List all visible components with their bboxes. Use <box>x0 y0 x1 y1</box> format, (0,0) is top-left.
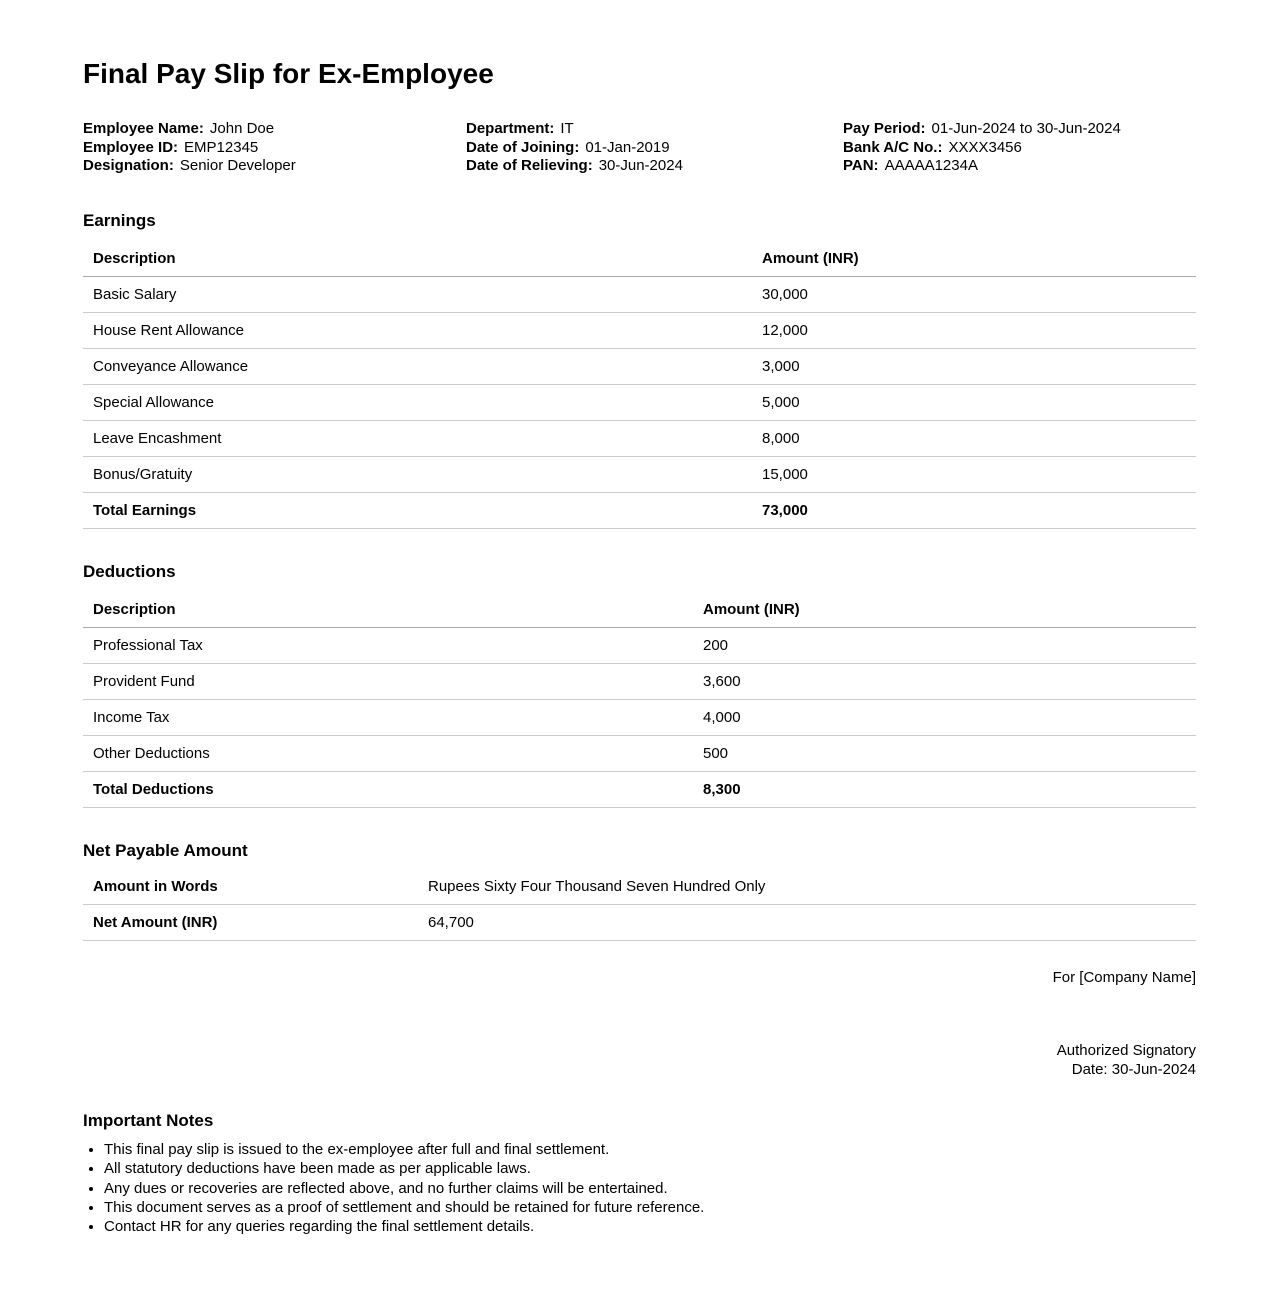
earnings-description-cell: Conveyance Allowance <box>93 358 249 376</box>
note-item: • Contact HR for any queries regarding the final settlement details. <box>104 1217 1196 1236</box>
earnings-row <box>83 457 1196 493</box>
net-payable-table <box>83 869 1196 941</box>
deductions-row <box>83 736 1196 772</box>
earnings-amount-cell: 30,000 <box>762 286 808 304</box>
note-item: • This document serves as a proof of settlement and should be retained for future reference. <box>104 1198 1196 1217</box>
earnings-amount-cell: 8,000 <box>762 430 800 448</box>
deductions-amount-cell: 3,600 <box>703 673 741 691</box>
note-item: • All statutory deductions have been made as per applicable laws. <box>104 1159 1196 1178</box>
earnings-row <box>83 385 1196 421</box>
notes-section <box>83 1111 1196 1236</box>
info-field-value: XXXX3456 <box>948 138 1022 156</box>
earnings-amount-cell: 3,000 <box>762 358 800 376</box>
earnings-heading: Earnings <box>83 211 156 231</box>
earnings-amount-cell: 12,000 <box>762 322 808 340</box>
net-payable-row <box>83 905 1196 941</box>
net-payable-value: Rupees Sixty Four Thousand Seven Hundred Only <box>428 878 766 896</box>
info-field-value: AAAAA1234A <box>884 157 978 175</box>
note-item: • Any dues or recoveries are reflected above, and no further claims will be entertained. <box>104 1179 1196 1198</box>
deductions-total-amount: 8,300 <box>703 781 741 799</box>
net-payable-label: Net Amount (INR) <box>93 914 218 932</box>
net-payable-heading: Net Payable Amount <box>83 841 248 861</box>
earnings-description-cell: Bonus/Gratuity <box>93 466 193 484</box>
earnings-amount-cell: 5,000 <box>762 394 800 412</box>
notes-list <box>83 1140 1196 1236</box>
page-title: Final Pay Slip for Ex-Employee <box>83 58 494 89</box>
info-field-value: John Doe <box>209 120 275 137</box>
info-field <box>83 120 466 139</box>
earnings-section <box>83 211 1196 529</box>
deductions-row <box>83 664 1196 700</box>
note-item: • This final pay slip is issued to the ex-employee after full and final settlement. <box>104 1140 1196 1159</box>
earnings-row <box>83 349 1196 385</box>
earnings-header-row <box>83 241 1196 277</box>
info-field-value: EMP12345 <box>184 138 259 156</box>
authorized-signatory-label: Authorized Signatory <box>1056 1042 1196 1060</box>
info-field-value: Senior Developer <box>179 157 296 175</box>
net-payable-section <box>83 841 1196 941</box>
earnings-total-row <box>83 493 1196 529</box>
info-field <box>83 139 466 158</box>
info-field-value: 01-Jun-2024 to 30-Jun-2024 <box>931 120 1121 137</box>
info-field-label: Date of Relieving: <box>466 157 593 175</box>
deductions-header-row <box>83 592 1196 628</box>
earnings-description-cell: House Rent Allowance <box>93 322 244 340</box>
earnings-amount-cell: 15,000 <box>762 466 808 484</box>
earnings-description-cell: Special Allowance <box>93 394 214 412</box>
employee-info-grid <box>83 120 1196 176</box>
net-payable-value: 64,700 <box>428 914 474 932</box>
earnings-table-body <box>83 277 1196 529</box>
info-field <box>466 120 843 139</box>
info-field <box>466 139 843 158</box>
earnings-row <box>83 313 1196 349</box>
deductions-heading: Deductions <box>83 562 176 582</box>
earnings-description-cell: Basic Salary <box>93 286 177 304</box>
deductions-row <box>83 700 1196 736</box>
info-field-label: Date of Joining: <box>466 138 580 156</box>
info-field <box>843 139 1196 158</box>
deductions-header-amount: Amount (INR) <box>703 601 800 619</box>
net-payable-label: Amount in Words <box>93 878 218 896</box>
earnings-total-label: Total Earnings <box>93 502 197 520</box>
earnings-header-amount: Amount (INR) <box>762 250 859 268</box>
deductions-total-row <box>83 772 1196 808</box>
deductions-row <box>83 628 1196 664</box>
employee-info-column-1 <box>83 120 466 176</box>
info-field <box>843 120 1196 139</box>
deductions-description-cell: Other Deductions <box>93 745 210 763</box>
info-field-value: 01-Jan-2019 <box>585 138 670 156</box>
net-payable-table-body <box>83 869 1196 941</box>
deductions-amount-cell: 200 <box>703 637 729 655</box>
signature-block <box>83 968 1196 1079</box>
employee-info-column-3 <box>843 120 1196 176</box>
info-field-label: Department: <box>466 120 555 137</box>
company-signature-line: For [Company Name] <box>1052 969 1196 987</box>
deductions-header-description: Description <box>93 601 176 619</box>
notes-heading: Important Notes <box>83 1111 214 1131</box>
earnings-header-description: Description <box>93 250 176 268</box>
deductions-section <box>83 562 1196 808</box>
info-field-label: Designation: <box>83 157 174 175</box>
info-field <box>466 157 843 176</box>
employee-info-column-2 <box>466 120 843 176</box>
earnings-table <box>83 241 1196 529</box>
info-field-value: IT <box>560 120 574 137</box>
info-field-label: Bank A/C No.: <box>843 138 943 156</box>
info-field-label: PAN: <box>843 157 879 175</box>
info-field-label: Employee Name: <box>83 120 204 137</box>
deductions-description-cell: Professional Tax <box>93 637 203 655</box>
signature-date: Date: 30-Jun-2024 <box>1071 1061 1196 1079</box>
earnings-row <box>83 277 1196 313</box>
deductions-total-label: Total Deductions <box>93 781 214 799</box>
info-field-label: Employee ID: <box>83 138 179 156</box>
deductions-amount-cell: 500 <box>703 745 729 763</box>
deductions-table <box>83 592 1196 808</box>
info-field-value: 30-Jun-2024 <box>598 157 683 175</box>
deductions-amount-cell: 4,000 <box>703 709 741 727</box>
net-payable-row <box>83 869 1196 905</box>
deductions-description-cell: Provident Fund <box>93 673 195 691</box>
earnings-total-amount: 73,000 <box>762 502 808 520</box>
info-field <box>83 157 466 176</box>
earnings-row <box>83 421 1196 457</box>
deductions-description-cell: Income Tax <box>93 709 170 727</box>
info-field-label: Pay Period: <box>843 120 926 137</box>
info-field <box>843 157 1196 176</box>
earnings-description-cell: Leave Encashment <box>93 430 222 448</box>
deductions-table-body <box>83 628 1196 808</box>
signature-space <box>83 987 1196 1041</box>
